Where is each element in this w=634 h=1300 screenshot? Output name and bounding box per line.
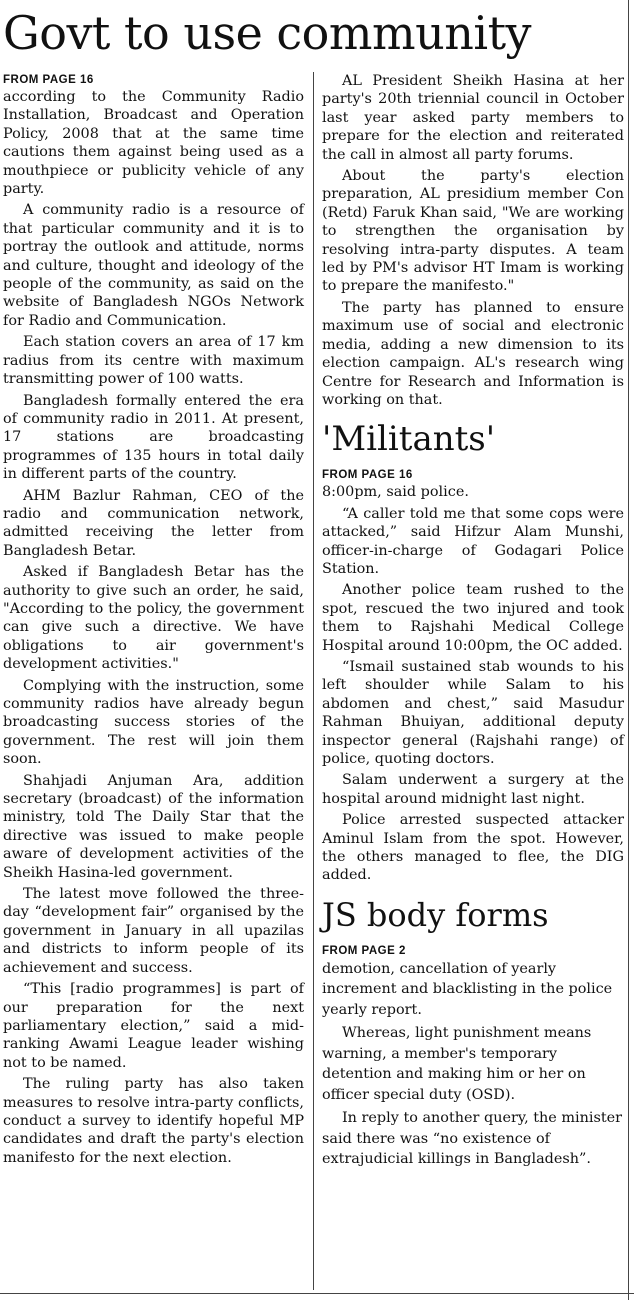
article-paragraph: “A caller told me that some cops were attacked,” said Hifzur Alam Munshi, officer-in-charge of Godagari Police Station. (322, 505, 624, 577)
article-paragraph: AL President Sheikh Hasina at her party's 20th triennial council in October last year asked party members to prepare for the election and reiterated the call in almost all party forums. (322, 73, 624, 163)
article-paragraph: The ruling party has also taken measures to resolve intra-party conflicts, conduct a survey to identify hopeful MP candidates and draft the party's election manifesto for the next election. (3, 1076, 304, 1166)
article-paragraph: Whereas, light punishment means warning, a member's temporary detention and making him or her on officer special duty (OSD). (322, 1025, 592, 1103)
article-paragraph: Shahjadi Anjuman Ara, addition secretary (broadcast) of the information ministry, told The Daily Star that the directive was issued to make people aware of development activities of the Sheikh Hasina-led government. (3, 772, 304, 881)
article-paragraph: The party has planned to ensure maximum use of social and electronic media, adding a new dimension to its election campaign. AL's research wing Centre for Research and Information is working on that. (322, 299, 624, 408)
article-paragraph: according to the Community Radio Installation, Broadcast and Operation Policy, 2008 that at the same time cautions them against being used as a mouthpiece or publicity vehicle of any party. (3, 89, 304, 198)
article-paragraph: Another police team rushed to the spot, rescued the two injured and took them to Rajshahi Medical College Hospital around 10:00pm, the OC added. (322, 582, 624, 654)
article-paragraph: Police arrested suspected attacker Aminul Islam from the spot. However, the others managed to flee, the DIG added. (322, 812, 624, 884)
bottom-rule (0, 1293, 634, 1294)
headline: Govt to use community (3, 6, 532, 60)
article-paragraph: demotion, cancellation of yearly increment and blacklisting in the police yearly report. (322, 960, 613, 1018)
article-paragraph: “This [radio programmes] is part of our preparation for the next parliamentary election,” said a mid-ranking Awami League leader wishing not to be named. (3, 981, 304, 1071)
js-body-headline: JS body forms (322, 895, 549, 934)
article-paragraph: A community radio is a resource of that particular community and it is to portray the outlook and attitude, norms and culture, thought and ideology of the people of the community, as said on the website of Bangladesh NGOs Network for Radio and Communication. (3, 202, 304, 329)
militants-headline: 'Militants' (322, 419, 496, 460)
page-jump-kicker: FROM PAGE 16 (3, 74, 94, 86)
article-paragraph: Salam underwent a surgery at the hospital around midnight last night. (322, 772, 624, 807)
article-paragraph: Each station covers an area of 17 km radius from its centre with maximum transmitting power of 100 watts. (3, 334, 304, 388)
article-paragraph: 8:00pm, said police. (322, 484, 469, 501)
article-paragraph: AHM Bazlur Rahman, CEO of the radio and communication network, admitted receiving the letter from Bangladesh Betar. (3, 487, 304, 559)
article-paragraph: “Ismail sustained stab wounds to his left shoulder while Salam to his abdomen and chest,” said Masudur Rahman Bhuiyan, additional deputy inspector general (Rajshahi range) of police, quoting doctors. (322, 658, 624, 767)
article-paragraph: About the party's election preparation, AL presidium member Con (Retd) Faruk Khan said, "We are working to strengthen the organisation by resolving intra-party disputes. A team led by PM's advisor HT Imam is working to prepare the manifesto." (322, 168, 624, 295)
page-jump-kicker: FROM PAGE 16 (322, 469, 413, 482)
page-jump-kicker: FROM PAGE 2 (322, 944, 406, 957)
article-paragraph: Bangladesh formally entered the era of community radio in 2011. At present, 17 stations are broadcasting programmes of 135 hours in total daily in different parts of the country. (3, 392, 304, 483)
article-paragraph: Asked if Bangladesh Betar has the authority to give such an order, he said, "According to the policy, the government can give such a directive. We have obligations to air government's development activities." (3, 564, 304, 673)
right-column (322, 72, 624, 1173)
article-paragraph: The latest move followed the three-day “development fair” organised by the government in January in all upazilas and districts to inform people of its achievement and success. (3, 886, 304, 976)
article-paragraph: Complying with the instruction, some community radios have already begun broadcasting success stories of the government. The rest will join them soon. (3, 677, 304, 768)
article-paragraph: In reply to another query, the minister said there was “no existence of extrajudicial killings in Bangladesh”. (322, 1110, 623, 1168)
column-divider (313, 72, 314, 1290)
left-column (3, 72, 304, 1170)
right-border (628, 0, 629, 1300)
